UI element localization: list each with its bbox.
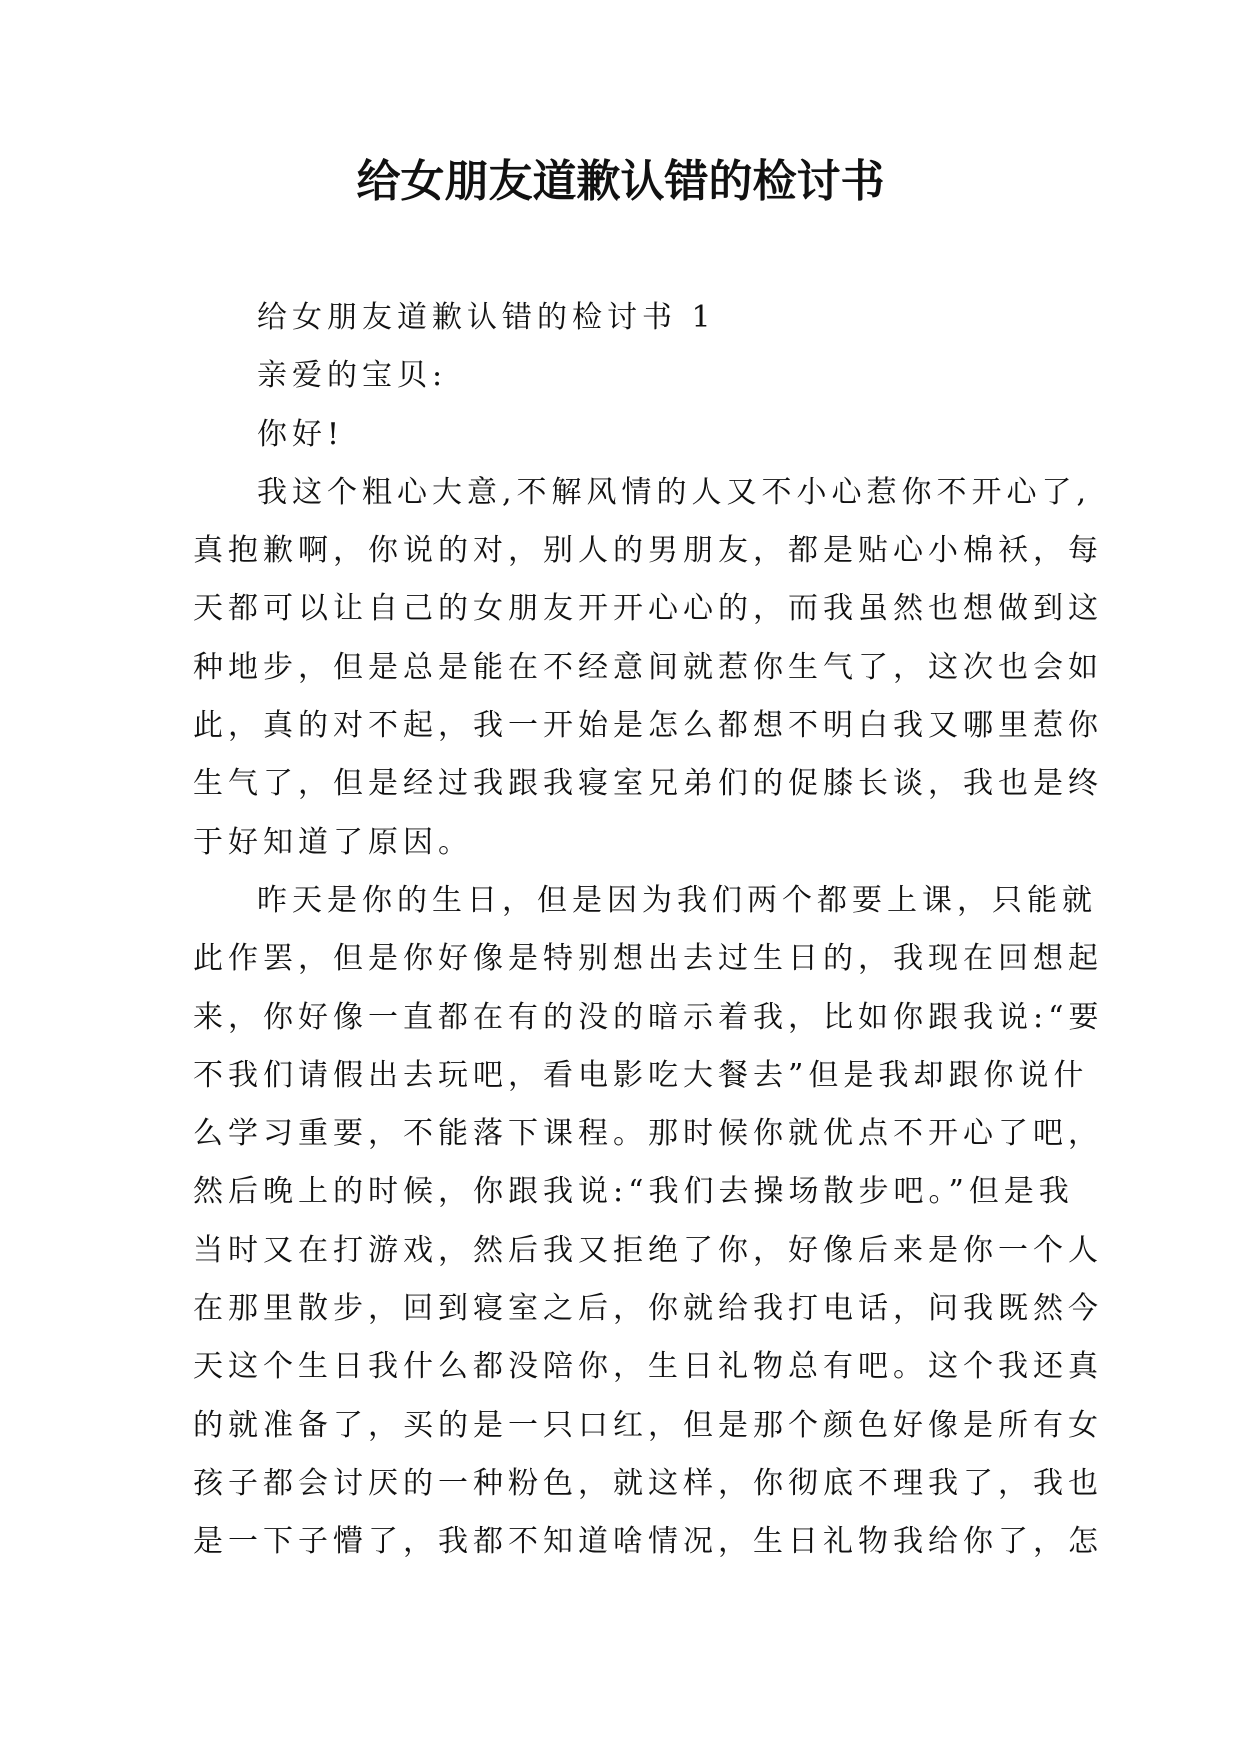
paragraph-2-line: 来，你好像一直都在有的没的暗示着我，比如你跟我说:“要 (193, 999, 1104, 1035)
salutation: 亲爱的宝贝: (257, 358, 448, 394)
section-heading: 给女朋友道歉认错的检讨书 1 (257, 300, 716, 335)
paragraph-2-line: 然后晚上的时候，你跟我说:“我们去操场散步吧。”但是我 (193, 1174, 1074, 1210)
paragraph-2-line: 孩子都会讨厌的一种粉色，就这样，你彻底不理我了，我也 (193, 1465, 1103, 1501)
paragraph-1-line: 种地步，但是总是能在不经意间就惹你生气了，这次也会如 (193, 649, 1103, 685)
greeting: 你好! (257, 416, 345, 452)
paragraph-2-line: 不我们请假出去玩吧，看电影吃大餐去”但是我却跟你说什 (193, 1057, 1089, 1093)
document-title: 给女朋友道歉认错的检讨书 (356, 156, 885, 207)
paragraph-1-line: 于好知道了原因。 (193, 824, 473, 860)
paragraph-2-line: 当时又在打游戏，然后我又拒绝了你，好像后来是你一个人 (193, 1232, 1103, 1268)
paragraph-1-line: 天都可以让自己的女朋友开开心心的，而我虽然也想做到这 (193, 591, 1103, 627)
paragraph-2-line: 是一下子懵了，我都不知道啥情况，生日礼物我给你了，怎 (193, 1524, 1103, 1560)
paragraph-1-line: 此，真的对不起，我一开始是怎么都想不明白我又哪里惹你 (193, 708, 1103, 744)
paragraph-1-line: 生气了，但是经过我跟我寝室兄弟们的促膝长谈，我也是终 (193, 766, 1103, 802)
paragraph-2-line: 么学习重要，不能落下课程。那时候你就优点不开心了吧， (193, 1116, 1103, 1152)
paragraph-1-line: 我这个粗心大意,不解风情的人又不小心惹你不开心了, (257, 474, 1092, 510)
paragraph-2-line: 此作罢，但是你好像是特别想出去过生日的，我现在回想起 (193, 941, 1103, 977)
paragraph-2-line: 天这个生日我什么都没陪你，生日礼物总有吧。这个我还真 (193, 1349, 1103, 1385)
paragraph-2-line: 的就准备了，买的是一只口红，但是那个颜色好像是所有女 (193, 1407, 1103, 1443)
paragraph-2-line: 昨天是你的生日，但是因为我们两个都要上课，只能就 (257, 882, 1097, 918)
paragraph-2-line: 在那里散步，回到寝室之后，你就给我打电话，问我既然今 (193, 1291, 1103, 1327)
document-body (193, 289, 1104, 1572)
paragraph-1-line: 真抱歉啊，你说的对，别人的男朋友，都是贴心小棉袄，每 (193, 533, 1103, 569)
